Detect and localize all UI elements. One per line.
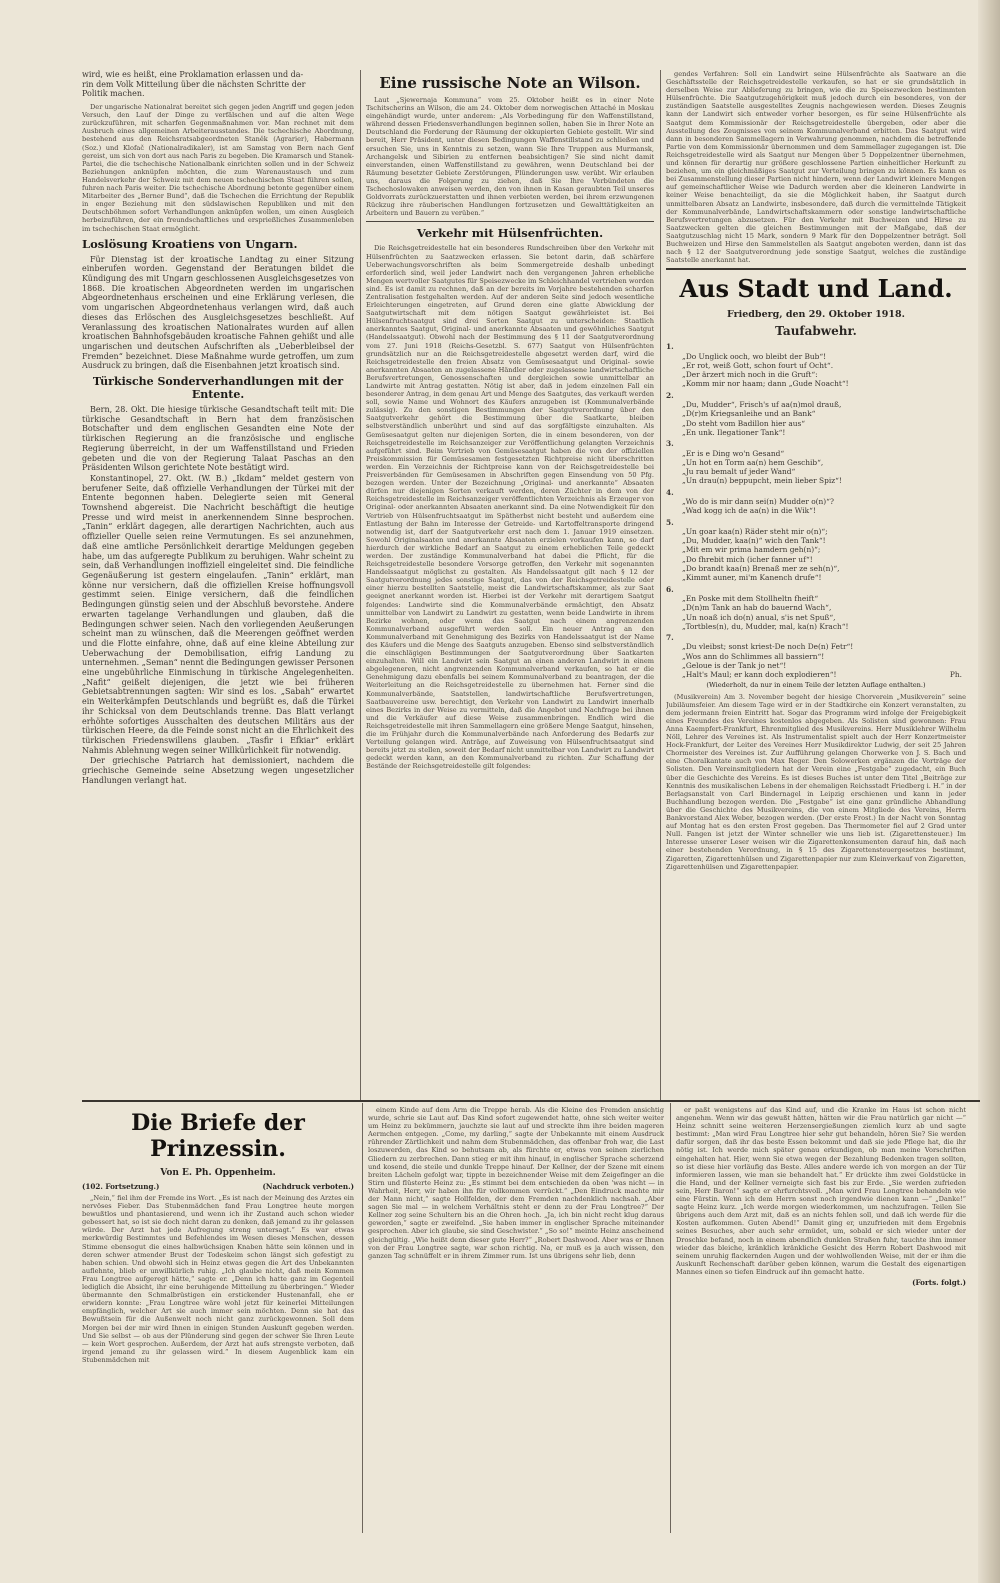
poem: [666, 342, 966, 670]
headline-tuerkei: Türkische Sonderverhandlungen mit der Entente.: [92, 375, 344, 402]
poem-line: „Do fhrebit mich (icher fanner uf“!: [682, 554, 813, 564]
poem-line: „Tortbles(n), du, Mudder, mal, ka(n) Krach“!: [682, 621, 849, 631]
article-continued-text: gendes Verfahren: Soll ein Landwirt seine Hülsenfrüchte als Saatware an die Geschäftsstelle der Reichsgetreidestelle verkaufen, so hat er sie grundsätzlich in derselben Weise zur Ablieferung zu bringen, wie die zu Speisezwecken bestimmten Hülsenfrüchte. Die Saatgutzugehörigkeit muß jedoch durch ein besonderes, von der zuständigen Saatstelle ausgestelltes Zeugnis nachgewiesen werden. Dieses Zeugnis kann der Landwirt sich entweder vorher besorgen, es für seine Hülsenfrüchte als Saatgut dem Kommissionär der Reichsgetreidestelle übergeben, oder aber die Ausstellung des Zeugnisses von seinem Kommunalverband erbitten. Das Saatgut wird dann in besonderen Sammellagern in Verwahrung genommen, nachdem die betreffende Partie von dem Kommissionär übernommen und dem Sammellager zugegangen ist. Die Reichsgetreidestelle wird als Saatgut nur Mengen über 5 Doppelzentner übernehmen, und können für derartig nur größere geschlossene Partien einheitlicher Herkunft zu beziehen, um ein gleichmäßiges Saatgut zur Verteilung bringen zu können. Es kann es bei Zusammenstellung dieser Partien nicht hindern, wenn der Landwirt kleinere Mengen auf gemeinschaftlicher Weise wie Dadurch werden aber die kleineren Landwirte in keiner Weise benachteiligt, da sie die Möglichkeit haben, ihr Saatgut durch unmittelbaren Absatz an Landwirte, insbesondere, daß durch die vermittelnde Tätigkeit der Kommunalverbände, Landwirtschaftskammern oder sonstige landwirtschaftliche Berufsvertretungen abzusetzen. Für den Verkehr mit Buchweizen und Hirse zu Saatzwecken gelten die gleichen Bestimmungen mit der Maßgabe, daß der Saatgutzuschlag nicht 15 Mark, sondern 9 Mark für den Doppelzentner beträgt. Soll Buchweizen und Hirse den Sammelstellen als Saatgut angeboten werden, dann ist das nach § 12 der Saatgutverordnung jede sonstige Saatgut, welches die zuständige Saatstelle anerkannt hat.: [666, 70, 966, 265]
poem-line: „Kimmt auner, mi'm Kanench drufe“!: [682, 573, 822, 583]
poem-line: „Du, Mudder“, Frisch's uf aa(n)mol drauß,: [682, 400, 842, 410]
column-3: [666, 70, 966, 1098]
poem-stanza-number: 5.: [666, 517, 674, 527]
feuilleton-column-3: [676, 1106, 966, 1536]
poem-stanza-number: 2.: [666, 390, 674, 400]
poem-stanza-number: 1.: [666, 342, 674, 352]
article-divider: [366, 221, 654, 222]
poem-line: „Du vleibst; sonst kriest-De noch De(n) Fetr“!: [682, 642, 854, 652]
poem-line: „Un goar kaa(n) Räder steht mir o(n)“;: [682, 526, 828, 536]
article-note-text: Laut „Sjewernaja Kommuna“ vom 25. Oktober heißt es in einer Note Tschitscherins an Wilson, die am 24. Oktober dem norwegischen Attaché in Moskau eingehändigt wurde, unter anderem: „Als Vorbedingung für den Waffenstillstand, während dessen Friedensverhandlungen beginnen sollen, haben Sie in Ihrer Note an Deutschland die Forderung der Räumung der okkupierten Gebiete gestellt. Wir sind bereit, Herr Präsident, unter diesen Bedingungen Waffenstillstand zu schließen und ersuchen Sie, uns in Kenntnis zu setzen, wann Sie Ihre Truppen aus Murmansk, Archangelsk und Sibirien zu entfernen beabsichtigen? Sie sind nicht damit einverstanden, einen Waffenstillstand zu gewähren, wenn Deutschland bei der Räumung besetzter Gebiete Zerstörungen, Plünderungen usw. verübt. Wir erlauben uns, daraus die Folgerung zu ziehen, daß Sie Ihre Verbündeten die Tschechoslowaken anweisen werden, den von ihnen in Kasan geraubten Teil unseres Goldvorrats zurückzuerstatten und ihnen verbieten werden, bei ihrem erzwungenen Rückzug ihre räuberischen Handlungen fortzusetzen und Gewalttätigkeiten an Arbeitern und Bauern zu verüben.“: [366, 96, 654, 218]
headline-kroatien: Loslösung Kroatiens von Ungarn.: [82, 236, 298, 251]
poem-line: „D(r)m Kriegsanleihe und an Bank“: [682, 409, 816, 419]
article-huelsenfruechte: [366, 244, 654, 770]
article-kroatien-text: Für Dienstag ist der kroatische Landtag zu einer Sitzung einberufen worden. Gegenstand der Beratungen bildet die Kündigung des mit Ungarn geschlossenen Ausgleichsgesetzes von 1868. Die kroatischen Abgeordneten werden im ungarischen Abgeordnetenhaus erscheinen und eine Erklärung verlesen, die vom ungarischen Abgeordnetenhaus verlangen wird, daß auch dieses das Erlöschen des Ausgleichsgesetzes beschließt. Auf Veranlassung des kroatischen Nationalrates wurden auf allen kroatischen Bahnhofsgebäuden kroatische Fahnen gehißt und alle ungarischen und deutschen Aufschriften als „Ueberbleibsel der Fremden“ bezeichnet. Diese Maßnahme wurde getroffen, um zum Ausdruck zu bringen, daß die Eisenbahnen jetzt kroatisch sind.: [82, 254, 354, 371]
feuilleton-rule: [82, 1100, 980, 1102]
poem-line: „Do steht vom Badillon hier aus“: [682, 418, 806, 428]
intro-line: wird, wie es heißt, eine Proklamation erlassen und da-: [82, 70, 304, 79]
column-1: [82, 70, 354, 1098]
article-russische-note: [366, 96, 654, 217]
feuilleton-text: „Nein,“ fiel ihm der Fremde ins Wort. „Es ist nach der Meinung des Arztes ein nervöses Fieber. Das Stubenmädchen fand Frau Longtree heute morgen bewußtlos und phantasierend, und wenn ich ihr Zustand auch schon wieder gebessert hat, so ist sie doch nicht daran zu denken, daß jemand zu ihr gelassen würde. Der Arzt hat jede Aufregung streng untersagt.“ Es war etwas merkwürdig Bestimmtes und Befehlendes im Wesen dieses Menschen, dessen Stimme ebensogut die eines halbwüchsigen Knaben hätte sein können und in deren schwer atmender Brust der Todeskeim schon längst sich gefestigt zu haben schien. Und obwohl sich in Heinz etwas gegen die Art des Unbekannten auflehnte, blieb er unwillkürlich ruhig. „Ich glaube nicht, daß mein Kommen Frau Longtree aufgeregt hätte,“ sagte er. „Denn ich hatte ganz im Gegenteil lediglich die Absicht, ihr eine beruhigende Mitteilung zu überbringen.“ Wieder übermannte den Schmalbrüstigen ein erstickender Hustenanfall, ehe er erwidern konnte: „Frau Longtree wäre wohl jetzt für keinerlei Mitteilungen empfänglich, welcher Art sie auch immer sein möchten. Denn sie hat das Bewußtsein für die Außenwelt noch nicht ganz zurückgewonnen. Soll dem Morgen bei der mir wird Ihnen in einigen Stunden Auskunft gegeben werden. Und Sie selbst — ob aus der Plünderung sind gegen der schwer Sie Ihren Leute — kein Wort gesprochen. Außerdem, der Arzt hat aufs strengste verboten, daß irgend jemand zu ihr gelassen wird.“ In diesem Augenblick kam ein Stubenmädchen mit: [82, 1194, 354, 1364]
feuilleton-copyright: (Nachdruck verboten.): [262, 1182, 354, 1191]
poem-line: „Er is e Ding wo'n Gesand“: [682, 448, 785, 458]
column-rule: [360, 70, 361, 1100]
feuilleton-column-1: [82, 1106, 354, 1536]
poem-line: „Un noaß ich do(n) anual, s'is net Spuß“,: [682, 612, 836, 622]
feuilleton-text: einem Kinde auf dem Arm die Treppe herab. Als die Kleine des Fremden ansichtig wurde, schrie sie Laut auf. Das Kind sofort zugewendet hatte, ohne sich weiter weiter um Heinz zu bekümmern, jauchzte sie laut auf und streckte ihm ihre beiden mageren Aermchen entgegen. „Come, my darling,“ sagte der Unbekannte mit einem Ausdruck rührender Zärtlichkeit und nahm dem Stubenmädchen, das offenbar froh war, die Last loszuwerden, das Kind so behutsam ab, als fürchte er, etwas von seinen zierlichen Gliedern zu zerbrechen. Dann stieg er mit ihm hinauf, in englischer Sprache scherzend und kosend, die steile und dunkle Treppe hinauf. Der Kellner, der der Szene mit einem breiten Lächeln gefolgt war, tippte in bezeichnender Weise mit dem Zeigefinger an die Stirn und flüsterte Heinz zu: „Es stimmt bei dem entschieden da oben 'was nicht — in Wahrheit, Herr, wir haben ihn für vollkommen verrückt.“ „Den Eindruck machte mir der Mann nicht,“ sagte Hollfelden, der dem Fremden nachdenklich nachsah. „Aber sagen Sie mal — in welchem Verhältnis steht er denn zu der Frau Longtree?“ Der Kellner zog seine Schultern bis an die Ohren hoch. „Ja, ich bin nicht recht klug daraus geworden,“ sagte er zweifelnd. „Sie haben immer in englischer Sprache miteinander gesprochen. Aber ich glaube, sie sind Geschwister.“ „So so!“ meinte Heinz anscheinend gleichgültig. „Wie heißt denn dieser gute Herr?“ „Robert Dashwood. Aber was er Ihnen von der Frau Longtree sagte, war schon richtig. Na, er muß es ja auch wissen, den ganzen Tag schnüffelt er in ihrem Zimmer rum. Ist uns übrigens sehr lieb, denn: [368, 1106, 664, 1260]
poem-line: „D(n)m Tank an hab do bauernd Wach“,: [682, 603, 832, 613]
headline-russische-note: Eine russische Note an Wilson.: [379, 74, 641, 92]
feuilleton-column-2: [368, 1106, 664, 1536]
poem-stanza-number: 3.: [666, 439, 674, 449]
column-2: [366, 70, 654, 1098]
article-tuerkei-paragraph: Konstantinopel, 27. Okt. (W. B.) „Ikdam“ meldet gestern von berufener Seite, daß offizielle Verhandlungen der Türkei mit der Entente begonnen haben. Delegierte seien mit General Townshend abgereist. Die Nachricht beschäftigt die heutige Presse und wird meist in anerkennendem Sinne besprochen. „Tanin“ erklärt dagegen, alle derartigen Nachrichten, auch aus offizieller Quelle seien reine Vermutungen. Es sei anzunehmen, daß eine amtliche Persönlichkeit derartige Meldungen gegeben habe, um das aufgeregte Publikum zu beruhigen. Wahr scheint zu sein, daß Verhandlungen inoffiziell eingeleitet sind. Die feindliche Gegenäußerung ist gestern eingelaufen. „Tanin“ erklärt, man könne nur versichern, daß die offiziellen Kreise hoffnungsvoll gestimmt seien. Einige versichern, daß die feindlichen Bedingungen günstig seien und der Abschluß bevorstehe. Andere erwarten tagelange Verhandlungen und glauben, daß die Bedingungen schwer seien. Nach den vorliegenden Aeußerungen scheint man zu wünschen, daß die Meerengen geöffnet werden und die Flotte einfahre, ohne, daß auf eine kleine Abteilung zur Ueberwachung der Demobilisation, eifrig Landung zu unternehmen. „Seman“ nennt die Bedingungen gewisser Personen eine ungebührliche Einmischung in türkische Angelegenheiten. „Nafit“ geißelt diejenigen, die jetzt wie bei früheren Gebietsabtrennungen sagten: Wir sind es los. „Sabah“ erwartet ein Weiterkämpfen Deutschlands und begrüßt es, daß die Türkei ihr Schicksal von dem Deutschlands trenne. Das Blatt verlangt erhöhte sofortiges Ausschalten des deutschen Militärs aus der türkischen Heere, da die Feinde sonst nicht an die Ehrlichkeit des türkischen Friedenswillens glauben. „Tasfir i Efkiar“ erklärt Nahmis Ablehnung wegen seiner Willkürlichkeit für notwendig.: [82, 473, 354, 755]
poem-stanza-number: 6.: [666, 584, 674, 594]
feuilleton-text-1: [82, 1194, 354, 1364]
poem-line: „Du, Mudder, kaa(n)“ wich den Tank“!: [682, 536, 826, 546]
poem-line: „Mit em wir prima hamdern geh(n)“;: [682, 545, 821, 555]
intro-line: Politik machen.: [82, 89, 145, 99]
poem-line: „Er rot, weiß Gott, schon fourt uf Ocht“.: [682, 360, 834, 370]
poem-line: „En unk. Ilegationer Tank“!: [682, 427, 786, 437]
poem-line: „Der ärzert mich noch in die Gruft“:: [682, 370, 818, 380]
feuilleton-title: Die Briefe der Prinzessin.: [131, 1110, 305, 1162]
poem-stanza-number: 4.: [666, 487, 674, 497]
section-divider: [666, 268, 966, 270]
poem-line: „En Poske mit dem Stollheltn fheift“: [682, 593, 819, 603]
small-print-text: Der ungarische Nationalrat bereitet sich gegen jeden Angriff und gegen jeden Versuch, den Lauf der Dinge zu verfälschen und auf die alten Wege zurückzuführen, mit scharfen Gegenmaßnahmen vor. Man rechnet mit dem Ausbruch eines allgemeinen Arbeiterausstandes. Die tschechische Abordnung, bestehend aus den Reichsratsabgeordneten Staněk (Agrarier), Habermann (Soz.) und Klofač (Nationalradikaler), ist am Samstag von Bern nach Genf gereist, um sich von dort aus nach Paris zu begeben. Die Kramarsch und Stanek-Partei, die die tschechische Nationalbank einrichten sollen und in der Schweiz Beziehungen anknüpfen möchten, die zum Warenaustausch und zum Handelsverkehr der Schweiz mit dem neuen tschechischen Staat führen sollen, fuhren nach Paris weiter. Die tschechische Abordnung betonte gegenüber einem Mitarbeiter des „Berner Bund“, daß die Tschechen die Errichtung der Republik in enger Beziehung mit den südslawischen Republiken und mit den Deutschböhmen sofort Verhandlungen anknüpfen wollen, um einen Ausgleich herbeizuführen, der ein freundschaftliches und ersprießliches Zusammenleben im tschechischen Staat ermöglicht.: [82, 103, 354, 233]
feuilleton-installment: (102. Fortsetzung.): [82, 1182, 160, 1191]
page-binding-edge: [978, 0, 1000, 1583]
local-news-text: (Musikverein) Am 3. November begeht der hiesige Chorverein „Musikverein“ seine Jubiläumsfeier. Am diesem Tage wird er in der Stadtkirche ein Konzert veranstalten, zu dem jedermann freien Eintritt hat. Sogar das Programm wird infolge der Freigebigkeit eines Freundes des Vereines kostenlos abgegeben. Als Solisten sind gewonnen: Frau Anna Kaempfert-Frankfurt, Ehrenmitglied des Musikvereins. Herr Musiklehrer Wilhelm Nöll, Lehrer des Vereines ist. Als Instrumentalist spielt auch der Herr Konzertmeister Hock-Frankfurt, der Leiter des Vereines Herr Musikdirektor Ludwig, der seit 25 Jahren Chormeister des Vereines ist. Zur Aufführung gelangen Chorwerke von J. S. Bach und eine Choralkantate auch von Max Reger. Den Solowerken ergänzen die Vorträge der Solisten. Den Vereinsmitgliedern hat der Verein eine „Festgabe“ zugedacht, ein Buch über die Geschichte des Vereins. Es ist dieses Buches ist unter dem Titel „Beiträge zur Kenntnis des musikalischen Lebens in der ehemaligen Reichsstadt Friedberg i. H.“ in der Berlagsanstalt von Carl Bindernagel in Leipzig erschienen und kann in jeder Buchhandlung bezogen werden. Die „Festgabe“ ist eine ganz gründliche Abhandlung über die Geschichte des Musikvereins, die von einem Mitgliede des Vereins, Herrn Bankvorstand Alex Weber, bezogen werden. (Der erste Frost.) In der Nacht von Sonntag auf Montag hat es den ersten Frost gegeben. Das Thermometer fiel auf 2 Grad unter Null. Fangen ist jetzt der Winter schneller wie uns lieb ist. (Zigarettensteuer.) Im Interesse unserer Leser weisen wir die Zigarettenkonsumenten darauf hin, daß nach einer bestehenden Verordnung, in § 15 des Zigarettensteuergesetzes bestimmt, Zigaretten, Zigarettenhülsen und Zigarettenpapier nur zum Kleinverkauf von Zigaretten, Zigarettenhülsen und Zigarettenpapier.: [666, 692, 966, 871]
poem-line: „Wos ann do Schlimmes all bassiern“!: [682, 651, 825, 661]
feuilleton-text: er paßt wenigstens auf das Kind auf, und die Kranke im Haus ist schon nicht angenehm. Wenn wir das gewußt hätten, hätten wir die Frau natürlich gar nicht —“ Heinz schnitt seine weiteren Herzensergießungen ziemlich kurz ab und sagte bestimmt: „Man wird Frau Longtree hier sehr gut behandeln, hören Sie? Sie werden dafür sorgen, daß ihr das beste Essen bekommt und daß sie jede Pflege hat, die ihr nötig ist. Ich werde mich später genau erkundigen, ob man meine Vorschriften eingehalten hat. Hier, wenn Sie etwa wegen der Bezahlung Bedenken tragen sollten, so ist diese hier vorläufig das Beste. Alles andere werde ich von morgen an der Tür informieren lassen, wie man sie behandelt hat.“ Er drückte ihm zwei Goldstücke in die Hand, und der Kellner verneigte sich fast bis zur Erde. „Sie werden zufrieden sein, Herr Baron!“ sagte er ehrfurchtsvoll. „Man wird Frau Longtree behandeln wie eine Fürstin. Wenn ich dem Herrn sonst noch irgendwie dienen kann —“ „Danke!“ sagte Heinz kurz. „Ich werde morgen wiederkommen, um nachzufragen. Teilen Sie übrigens auch dem Arzt mit, daß es an nichts fehlen soll, und daß ich werde für die Kosten aufkommen. Guten Abend!“ Damit ging er, unzufrieden mit dem Ergebnis seines Besuches, aber auch sehr ermüdet, um, sobald er sich wieder unter der Droschke befand, noch in einem abendlich dunklen Straßen fuhr, tauchte ihm immer wieder das bleiche, kränklich kränkliche Gesicht des Herrn Robert Dashwood mit seinem unruhig flackernden Augen und der wohlwollenden Weise, mit der er ihm die Auskunft Rechenschaft darüber geben können, warum die Gestalt des eigenartigen Mannes einen so tiefen Eindruck auf ihn gemacht hatte.: [676, 1106, 966, 1276]
article-kroatien: [82, 255, 354, 371]
poem-note: (Wiederholt, da nur in einem Teile der letzten Auflage enthalten.): [706, 680, 926, 689]
column-rule: [670, 1103, 671, 1533]
column-rule: [362, 1103, 363, 1533]
poem-line: „Wo do is mir dann sei(n) Mudder o(n)“?: [682, 497, 834, 506]
poem-line: „Komm mir nor haam; dann „Gude Noacht“!: [682, 379, 849, 389]
section-title-stadt-und-land: Aus Stadt und Land.: [679, 274, 953, 304]
article-continued: [666, 70, 966, 264]
feuilleton-text-2: [368, 1106, 664, 1260]
intro-line: rin dem Volk Mitteilung über die nächsten Schritte der: [82, 79, 306, 89]
feuilleton-meta: [82, 1182, 354, 1191]
poem-final-line-block: [666, 670, 966, 679]
headline-huelsenfruechte: Verkehr mit Hülsenfrüchten.: [416, 226, 604, 241]
article-tuerkei-paragraph: Bern, 28. Okt. Die hiesige türkische Gesandtschaft teilt mit: Die türkische Gesandtschaft in Bern hat dem französischen Botschafter und dem englischen Gesandten eine Note der türkischen Regierung an die französische und englische Regierung überreicht, in der um Waffenstillstand und Frieden gebeten und die von der Regierung Talaat Paschas an den Präsidenten Wilson gerichtete Note bestätigt wird.: [82, 405, 354, 473]
dateline: Friedberg, den 29. Oktober 1918.: [727, 309, 905, 321]
poem-line: „Ju rau bemalt uf jeder Wand“: [682, 467, 796, 477]
poem-line: „Do Unglick ooch, wo bleibt der Bub“!: [682, 351, 827, 361]
article-small-print: [82, 103, 354, 233]
article-huelsen-text: Die Reichsgetreidestelle hat ein besonderes Rundschreiben über den Verkehr mit Hülsenfrüchten zu Saatzwecken erlassen. Sie betont darin, daß schärfere Ueberwachungsvorschriften als beim Sommergetreide deshalb unbedingt erforderlich sind, weil jeder Landwirt nach den vergangenen Jahren erhebliche Mengen wertvoller Saatgutes für Speisezwecke im Schleichhandel vertrieben worden sind. Es ist damit zu rechnen, daß an der bereits im Vorjahre bestehenden scharfen Zentralisation festgehalten werden. Auf der anderen Seite sind jedoch wesentliche Erleichterungen eingetreten, auf Grund deren eine glatte Abwicklung der Saatgutwirtschaft mit dem nötigen Saatgut gewährleistet ist. Bei Hülsenfruchtsaatgut sind drei Sorten Saatgut zu unterscheiden: Staatlich anerkanntes Saatgut, Original- und anerkannte Absaaten und gewöhnliches Saatgut (Handelssaatgut). Obwohl nach der Bestimmung des § 11 der Saatgutverordnung vom 27. Juni 1918 (Reichs-Gesetzbl. S. 677) Saatgut von Hülsenfrüchten grundsätzlich nur an die Reichsgetreidestelle abgesetzt werden darf, wird die Reichsgetreidestelle den freien Absatz von Gemüsesaatgut und Original- sowie anerkannten Absaaten an zugelassene Händler oder zugelassene landwirtschaftliche Berufsvertretungen, Genossenschaften und dergleichen sowie unmittelbar an Landwirte mit Antrag gestatten. Nötig ist aber, daß in jedem einzelnen Fall ein besonderer Antrag, in dem genau Art und Menge des Saatgutes, das verkauft werden soll, sowie Name und Wohnort des Käufers anzugeben ist (Kommunalverbände zulässig). Zu den sonstigen Bestimmungen der Saatgutverordnung über den Saatgutverkehr gehört die Bestimmung über die Saatkarte, bleiben selbstverständlich unberührt und sind auf das sorgfältigste einzuhalten. Als Gemüsesaatgut gelten nur diejenigen Sorten, die in einem besonderen, von der Reichsgetreidestelle im Reichsanzeiger zur Veröffentlichung gelangten Verzeichnis aufgeführt sind. Beim Vertrieb von Gemüsesaatgut haben die von der offiziellen Preiskommission für Gemüsesamen festgesetzten Richtpreise nicht überschritten werden. Ein Verzeichnis der Richtpreise kann von der Reichsgetreidestelle bei Preisverbänden für Gemüsesamen in Abschriften gegen Einsendung von 50 Pfg. bezogen werden. Unter der Bezeichnung „Original- und anerkannte“ Absaaten dürfen nur diejenigen Sorten verkauft werden, deren Züchter in dem von der Reichsgetreidestelle im Reichsanzeiger veröffentlichten Verzeichnis als Erzeuger von Original- oder anerkannten Absaaten anerkannt sind. Da eine Notwendigkeit für den Vertrieb von Hülsenfruchtsaatgut im Spätherbst nicht besteht und außerdem eine Entlastung der Bahn im Interesse der Getreide- und Kartoffeltransporte dringend notwendig ist, darf der Saatgutverkehr erst nach dem 1. Januar 1919 einsetzen. Sowohl Originalsaaten und anerkannte Absaaten erzielen vorkaufen kann, so darf hierdurch der wirkliche Bedarf an Saatgut zu einem erheblichen Teile gedeckt werden. Der zuständige Kommunalverband hat dabei die Pflicht, für die Reichsgetreidestelle besondere Vorsorge getroffen, den Verkehr mit sogenannten Handelssaatgut möglichst zu gestalten. Als Handelssaatgut gilt nach § 12 der Saatgutverordnung jedes sonstige Saatgut, das von der Reichsgetreidestelle oder einer hierzu bestellten Saatstelle, meist die Landwirtschaftskammer, als zur Saat geeignet anerkannt worden ist. Hierbei ist der Verkehr mit derartigem Saatgut folgendes: Landwirte sind die Kommunalverbände ermächtigt, den Absatz unmittelbar von Landwirt zu Landwirt zu gestatten, wenn beide Landwirte in ihrem Bezirke wohnen, oder wenn das Saatgut nach einem angrenzenden Kommunalverband ausgeführt werden soll. Ein neuer Antrag an den Kommunalverband mit Genehmigung des Bezirks von Handelssaatgut ist der Name des Käufers und die Menge des Saatguts anzugeben. Ebenso sind selbstverständlich die einschlägigen Bestimmungen der Saatgutverordnung über Saatkarten einzuhalten. Will ein Landwirt sein Saatgut an einen anderen Landwirt in einem abgelegeneren, nicht angrenzenden Kommunalverband verkaufen, so hat er die Genehmigung dazu ebenfalls bei seinem Kommunalverband zu beantragen, der die Weiterleitung an die Reichsgetreidestelle zu übernehmen hat. Ferner sind die Kommunalverbände, Saatstellen, landwirtschaftliche Berufsvertretungen, Saatbauvereine usw. berechtigt, den Verkehr von Landwirt zu Landwirt innerhalb eines Bezirks in der Weise zu vermitteln, daß die Angebot und Nachfrage bei ihnen und die Verkäufer auf diese Weise zusammenbringen. Endlich wird die Reichsgetreidestelle mit ihren Sammellagern eine größere Menge Saatgut, hinsehen, die im Frühjahr durch die Kommunalverbände nach Anforderung des Bedarfs zur Verteilung gelangen wird. Anträge, auf Zuweisung von Hülsenfruchtsaatgut sind bereits jetzt zu stellen, soweit der Bedarf nicht unmittelbar von Landwirt zu Landwirt gedeckt werden kann, an den Kommunalverband zu richten. Zur Schaffung der Bestände der Reichsgetreidestelle gilt folgendes:: [366, 244, 654, 771]
feuilleton-author: Von E. Ph. Oppenheim.: [160, 1168, 276, 1178]
feuilleton-text-3: [676, 1106, 966, 1276]
poem-line: „Un drau(n) beppupcht, mein lieber Spiz“!: [682, 476, 842, 486]
intro-paragraph: [82, 70, 354, 99]
poem-line: „Geloue is der Tank jo net“!: [682, 661, 787, 671]
poem-final-line: „Halt's Maul; er kann doch explodieren“!: [682, 670, 837, 680]
column-rule: [660, 70, 661, 1100]
to-be-continued: (Forts. folgt.): [912, 1277, 966, 1287]
article-tuerkei: [82, 405, 354, 785]
poem-signature: Ph.: [949, 670, 962, 680]
poem-stanza-number: 7.: [666, 633, 674, 643]
headline-taufabwehr: Taufabwehr.: [775, 324, 857, 339]
article-tuerkei-paragraph: Der griechische Patriarch hat demissioniert, nachdem die griechische Gemeinde seine Absetzung wegen ungesetzlicher Handlungen verlangt hat.: [82, 756, 354, 785]
local-news: [666, 693, 966, 871]
poem-line: „Un hot en Torm aa(n) hem Geschib“,: [682, 457, 824, 467]
poem-line: „Do brandt kaa(n) Brenaß mer ze seh(n)“,: [682, 564, 840, 574]
poem-line: „Wad kogg ich de aa(n) in die Wik“!: [682, 506, 816, 516]
